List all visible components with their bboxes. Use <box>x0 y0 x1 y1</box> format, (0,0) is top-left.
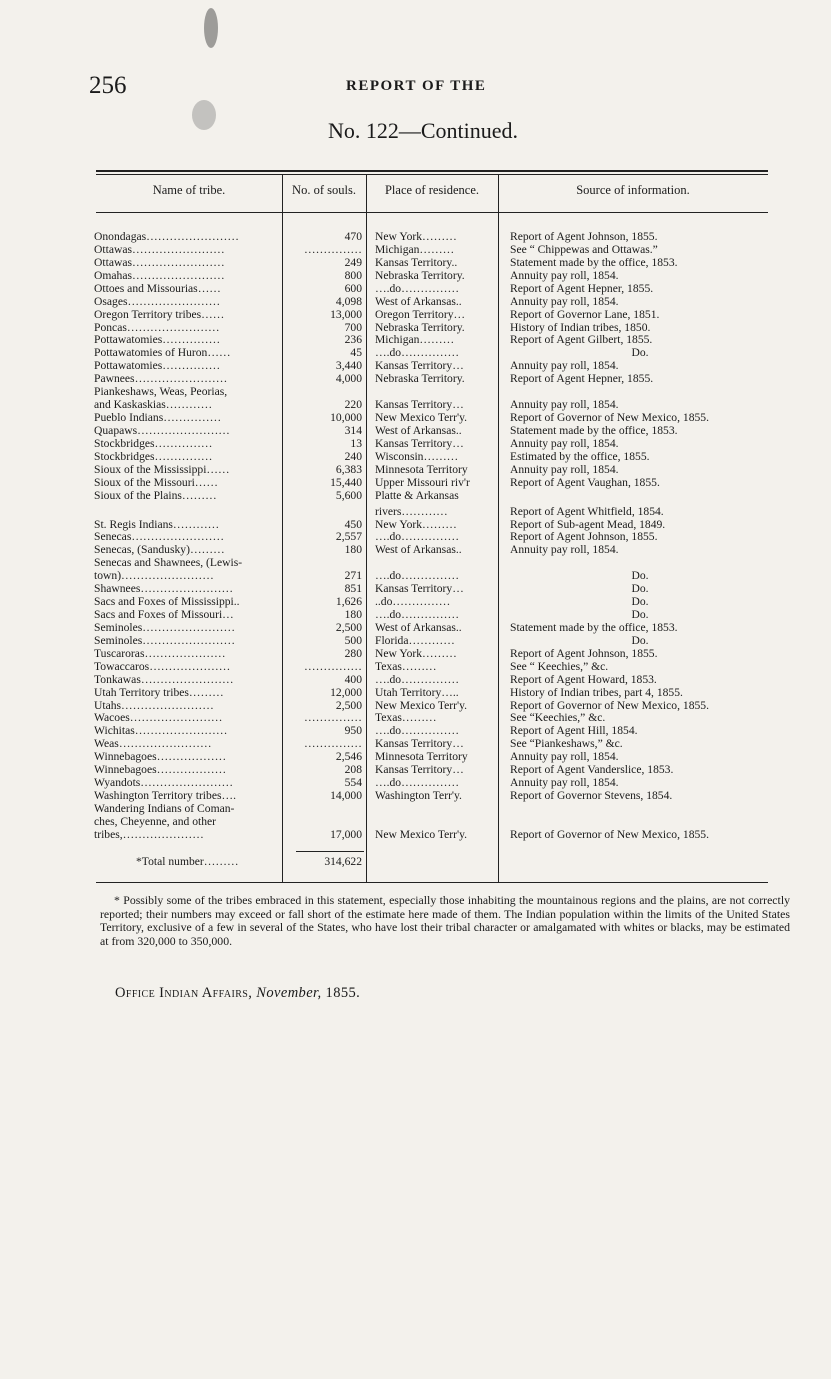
source-cell: Annuity pay roll, 1854. <box>510 294 619 308</box>
tribe-cell: Tonkawas…………………… <box>94 672 234 686</box>
tribe-cell: town)…………………… <box>94 569 214 583</box>
place-cell: New York……… <box>375 230 457 243</box>
tribe-cell: Seminoles…………………… <box>94 620 236 634</box>
place-cell: Florida………… <box>375 633 455 647</box>
source-cell: See “ Keechies,” &c. <box>510 659 609 673</box>
place-cell: West of Arkansas.. <box>375 543 462 557</box>
source-cell: Annuity pay roll, 1854. <box>510 750 619 764</box>
souls-cell: 2,500 <box>335 620 362 634</box>
tribe-cell: ches, Cheyenne, and other <box>94 814 217 828</box>
table-bottom-rule <box>96 882 768 883</box>
source-cell: Report of Agent Johnson, 1855. <box>510 230 658 243</box>
tribe-cell: tribes,………………… <box>94 827 204 841</box>
source-cell: Statement made by the office, 1853. <box>510 424 678 437</box>
place-cell: Kansas Territory… <box>375 763 464 777</box>
place-cell: Texas……… <box>375 711 437 725</box>
tribe-cell: St. Regis Indians………… <box>94 517 220 531</box>
page-number: 256 <box>89 72 127 99</box>
place-cell: Texas……… <box>375 659 437 673</box>
place-cell: Minnesota Territory <box>375 462 468 476</box>
souls-cell: 14,000 <box>330 789 362 802</box>
place-cell: West of Arkansas.. <box>375 424 462 437</box>
signoff <box>115 985 360 1002</box>
tribe-cell: Winnebagoes……………… <box>94 763 227 777</box>
source-cell: See “ Chippewas and Ottawas.” <box>510 242 658 256</box>
source-cell: Do. <box>631 346 649 360</box>
source-cell: Report of Agent Gilbert, 1855. <box>510 333 653 347</box>
tribe-cell: Seminoles…………………… <box>94 633 236 647</box>
source-cell: Annuity pay roll, 1854. <box>510 436 619 450</box>
total-label: *Total number……… <box>136 855 239 868</box>
signoff-month: November, <box>256 985 322 1001</box>
place-cell: ….do…………… <box>375 776 460 790</box>
place-cell: Kansas Territory… <box>375 398 464 412</box>
column-header-source: Source of information. <box>576 183 690 197</box>
tribe-cell: Pottawatomies…………… <box>94 333 221 347</box>
souls-cell: 180 <box>344 543 362 557</box>
souls-cell: 236 <box>344 333 362 347</box>
tribe-cell: Pawnees…………………… <box>94 372 228 386</box>
tribe-cell: Pottawatomies…………… <box>94 359 221 373</box>
place-cell: Oregon Territory… <box>375 307 466 321</box>
place-cell: Platte & Arkansas <box>375 488 459 502</box>
place-cell: New York……… <box>375 517 457 531</box>
column-divider <box>282 174 283 882</box>
tribe-cell: Osages…………………… <box>94 294 221 308</box>
column-header-souls: No. of souls. <box>292 183 356 197</box>
souls-cell: 208 <box>344 763 362 777</box>
souls-cell: 3,440 <box>335 359 362 373</box>
souls-cell: 12,000 <box>330 685 362 699</box>
source-cell: Report of Agent Whitfield, 1854. <box>510 504 664 518</box>
souls-cell: 554 <box>344 776 362 790</box>
place-cell: ….do…………… <box>375 530 460 544</box>
souls-cell: …………… <box>304 242 362 256</box>
tribe-cell: Onondagas…………………… <box>94 230 239 243</box>
souls-cell: …………… <box>304 711 362 725</box>
place-cell: Kansas Territory.. <box>375 255 458 269</box>
source-cell: Report of Agent Johnson, 1855. <box>510 530 658 544</box>
tribe-cell: Tuscaroras………………… <box>94 646 226 660</box>
souls-cell: 450 <box>344 517 362 531</box>
place-cell: ….do…………… <box>375 281 460 295</box>
header-rule <box>96 212 768 213</box>
place-cell: West of Arkansas.. <box>375 620 462 634</box>
source-cell: Annuity pay roll, 1854. <box>510 776 619 790</box>
ink-smudge <box>192 100 216 130</box>
souls-cell: 13,000 <box>330 307 362 321</box>
signoff-year: 1855. <box>325 985 361 1001</box>
source-cell: Report of Governor of New Mexico, 1855. <box>510 698 709 712</box>
tribe-cell: Sacs and Foxes of Mississippi.. <box>94 595 240 608</box>
tribe-cell: Utahs…………………… <box>94 698 214 712</box>
place-cell: New Mexico Terr'y. <box>375 411 468 424</box>
tribe-cell: Senecas and Shawnees, (Lewis- <box>94 556 243 570</box>
souls-cell: 700 <box>344 320 362 334</box>
souls-cell: 6,383 <box>335 462 362 476</box>
tribe-cell: Oregon Territory tribes…… <box>94 307 225 321</box>
source-cell: See “Piankeshaws,” &c. <box>510 737 623 751</box>
place-cell: New Mexico Terr'y. <box>375 698 468 712</box>
source-cell: See “Keechies,” &c. <box>510 711 606 725</box>
souls-cell: 470 <box>344 230 362 243</box>
souls-cell: 2,546 <box>335 750 362 764</box>
source-cell: Report of Governor Stevens, 1854. <box>510 789 673 802</box>
source-cell: Estimated by the office, 1855. <box>510 449 650 463</box>
tribe-cell: Quapaws…………………… <box>94 424 230 437</box>
place-cell: ….do…………… <box>375 608 460 621</box>
source-cell: Report of Governor Lane, 1851. <box>510 307 660 321</box>
place-cell: New Mexico Terr'y. <box>375 827 468 841</box>
source-cell: Report of Sub-agent Mead, 1849. <box>510 517 666 531</box>
tribe-cell: Sioux of the Missouri…… <box>94 475 218 489</box>
tribe-cell: Wandering Indians of Coman- <box>94 801 235 815</box>
place-cell: Nebraska Territory. <box>375 320 465 334</box>
tribe-cell: Washington Territory tribes…. <box>94 789 236 802</box>
souls-cell: 4,098 <box>335 294 362 308</box>
place-cell: Michigan……… <box>375 242 455 256</box>
table-top-rule <box>96 174 768 175</box>
souls-cell: 220 <box>344 398 362 412</box>
souls-cell: 314 <box>344 424 362 437</box>
souls-cell: …………… <box>304 737 362 751</box>
tribe-cell: Sioux of the Mississippi…… <box>94 462 230 476</box>
tribe-cell: Poncas…………………… <box>94 320 220 334</box>
place-cell: Wisconsin……… <box>375 449 459 463</box>
running-head: REPORT OF THE <box>346 78 487 94</box>
table-title: No. 122—Continued. <box>328 118 519 143</box>
source-cell: Do. <box>631 595 649 608</box>
source-cell: Report of Agent Howard, 1853. <box>510 672 657 686</box>
souls-cell: 180 <box>344 608 362 621</box>
place-cell: ….do…………… <box>375 346 460 360</box>
source-cell: Do. <box>631 569 649 583</box>
place-cell: Nebraska Territory. <box>375 268 465 282</box>
column-header-tribe: Name of tribe. <box>152 183 226 197</box>
tribe-cell: Piankeshaws, Weas, Peorias, <box>94 385 228 399</box>
tribe-cell: Ottoes and Missourias…… <box>94 281 221 295</box>
souls-cell: 4,000 <box>335 372 362 386</box>
footnote: * Possibly some of the tribes embraced in this statement, especially those inhabiting the mountainous regions and the plains, are not correctly reported; their numbers may exceed or fall short of the estimate here made of them. The Indian population within the limits of the United States Territory, exclusive of a few in several of the States, who have lost their tribal character or amalgamated with whites or blacks, may be estimated at from 320,000 to 350,000. <box>100 893 790 948</box>
source-cell: Report of Governor of New Mexico, 1855. <box>510 411 709 424</box>
tribe-cell: Sacs and Foxes of Missouri… <box>94 608 234 621</box>
tribe-cell: Senecas, (Sandusky)……… <box>94 543 225 557</box>
source-cell: Statement made by the office, 1853. <box>510 255 678 269</box>
tribe-cell: and Kaskaskias………… <box>94 398 213 412</box>
source-cell: Report of Agent Vanderslice, 1853. <box>510 763 674 777</box>
souls-cell: 400 <box>344 672 362 686</box>
souls-cell: 249 <box>344 255 362 269</box>
place-cell: ….do…………… <box>375 672 460 686</box>
tribe-cell: Pottawatomies of Huron…… <box>94 346 231 360</box>
tribe-cell: Ottawas…………………… <box>94 242 225 256</box>
souls-cell: 600 <box>344 281 362 295</box>
place-cell: West of Arkansas.. <box>375 294 462 308</box>
source-cell: Do. <box>631 582 649 596</box>
place-cell: Kansas Territory… <box>375 359 464 373</box>
souls-cell: 15,440 <box>330 475 362 489</box>
source-cell: Report of Agent Johnson, 1855. <box>510 646 658 660</box>
source-cell: Do. <box>631 608 649 621</box>
tribe-cell: Weas…………………… <box>94 737 212 751</box>
source-cell: Annuity pay roll, 1854. <box>510 462 619 476</box>
place-cell: Utah Territory….. <box>375 685 459 699</box>
souls-cell: 5,600 <box>335 488 362 502</box>
tribe-cell: Stockbridges…………… <box>94 449 213 463</box>
tribe-cell: Senecas…………………… <box>94 530 225 544</box>
place-cell: Nebraska Territory. <box>375 372 465 386</box>
souls-cell: 10,000 <box>330 411 362 424</box>
column-divider <box>366 174 367 882</box>
place-cell: Kansas Territory… <box>375 436 464 450</box>
tribe-cell: Wichitas…………………… <box>94 724 228 738</box>
source-cell: History of Indian tribes, part 4, 1855. <box>510 685 683 699</box>
source-cell: Report of Agent Vaughan, 1855. <box>510 475 660 489</box>
source-cell: Annuity pay roll, 1854. <box>510 268 619 282</box>
signoff-office: Office Indian Affairs, <box>115 985 253 1001</box>
souls-cell: 271 <box>344 569 362 583</box>
source-cell: Report of Agent Hepner, 1855. <box>510 372 654 386</box>
source-cell: Annuity pay roll, 1854. <box>510 398 619 412</box>
tribe-cell: Wacoes…………………… <box>94 711 223 725</box>
souls-cell: 2,500 <box>335 698 362 712</box>
source-cell: Report of Agent Hill, 1854. <box>510 724 638 738</box>
place-cell: Washington Terr'y. <box>375 789 462 802</box>
souls-cell: 500 <box>344 633 362 647</box>
souls-cell: 2,557 <box>335 530 362 544</box>
place-cell: rivers………… <box>375 504 448 518</box>
souls-cell: 280 <box>344 646 362 660</box>
total-rule <box>296 851 364 852</box>
souls-cell: 851 <box>344 582 362 596</box>
source-cell: History of Indian tribes, 1850. <box>510 320 651 334</box>
place-cell: Kansas Territory… <box>375 737 464 751</box>
souls-cell: 1,626 <box>335 595 362 608</box>
souls-cell: 45 <box>350 346 362 360</box>
total-value: 314,622 <box>324 855 362 868</box>
tribe-cell: Sioux of the Plains……… <box>94 488 217 502</box>
place-cell: ..do…………… <box>375 595 451 608</box>
souls-cell: …………… <box>304 659 362 673</box>
tribe-cell: Shawnees…………………… <box>94 582 234 596</box>
tribe-cell: Utah Territory tribes……… <box>94 685 224 699</box>
source-cell: Annuity pay roll, 1854. <box>510 359 619 373</box>
place-cell: Kansas Territory… <box>375 582 464 596</box>
tribe-cell: Wyandots…………………… <box>94 776 234 790</box>
place-cell: ….do…………… <box>375 724 460 738</box>
place-cell: Minnesota Territory <box>375 750 468 764</box>
place-cell: Upper Missouri riv'r <box>375 475 470 489</box>
table-top-rule <box>96 170 768 172</box>
source-cell: Statement made by the office, 1853. <box>510 620 678 634</box>
source-cell: Report of Governor of New Mexico, 1855. <box>510 827 709 841</box>
tribe-cell: Stockbridges…………… <box>94 436 213 450</box>
tribe-cell: Omahas…………………… <box>94 268 225 282</box>
place-cell: New York……… <box>375 646 457 660</box>
place-cell: Michigan……… <box>375 333 455 347</box>
souls-cell: 950 <box>344 724 362 738</box>
souls-cell: 13 <box>350 436 362 450</box>
ink-smudge <box>204 8 218 48</box>
souls-cell: 240 <box>344 449 362 463</box>
place-cell: ….do…………… <box>375 569 460 583</box>
source-cell: Do. <box>631 633 649 647</box>
souls-cell: 800 <box>344 268 362 282</box>
tribe-cell: Towaccaros………………… <box>94 659 231 673</box>
tribe-cell: Winnebagoes……………… <box>94 750 227 764</box>
source-cell: Report of Agent Hepner, 1855. <box>510 281 654 295</box>
source-cell: Annuity pay roll, 1854. <box>510 543 619 557</box>
tribe-cell: Pueblo Indians…………… <box>94 411 222 424</box>
souls-cell: 17,000 <box>330 827 362 841</box>
column-header-place: Place of residence. <box>384 183 480 197</box>
tribe-cell: Ottawas…………………… <box>94 255 225 269</box>
